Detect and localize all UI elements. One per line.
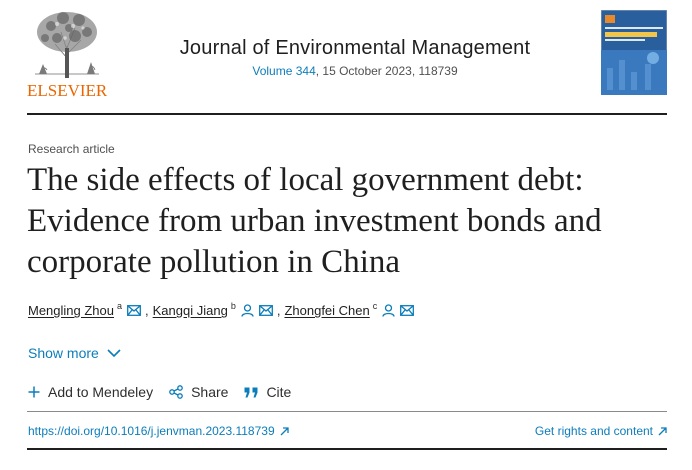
journal-cover-image-icon [601, 10, 667, 95]
journal-title-link[interactable]: Journal of Environmental Management [179, 37, 531, 59]
actions-divider [27, 411, 667, 412]
author-name-2[interactable]: Kangqi Jiang [152, 303, 228, 318]
share-icon [169, 385, 183, 399]
journal-cover-thumbnail[interactable] [601, 10, 667, 95]
person-icon[interactable] [382, 304, 395, 317]
email-icon[interactable] [127, 305, 141, 316]
elsevier-tree-icon [27, 8, 107, 80]
add-to-mendeley-label: Add to Mendeley [48, 384, 154, 400]
plus-icon [28, 386, 40, 398]
email-icon[interactable] [400, 305, 414, 316]
article-type: Research article [28, 142, 115, 156]
get-rights-link[interactable] [535, 424, 667, 438]
author-separator: , [276, 303, 281, 318]
header-divider [27, 113, 667, 115]
author-separator: , [145, 303, 149, 318]
cite-button[interactable] [244, 384, 291, 400]
cite-label: Cite [266, 384, 292, 400]
external-link-arrow-icon [658, 427, 667, 436]
author-list [28, 300, 414, 318]
article-actions [28, 384, 307, 400]
person-icon[interactable] [241, 304, 254, 317]
external-link-arrow-icon [280, 427, 289, 436]
author-affiliation-1[interactable]: a [117, 300, 123, 311]
elsevier-logo[interactable] [27, 8, 107, 100]
share-button[interactable] [169, 384, 228, 400]
show-more-label: Show more [28, 345, 99, 361]
journal-info [110, 37, 600, 78]
email-icon[interactable] [259, 305, 273, 316]
share-label: Share [191, 384, 229, 400]
chevron-down-icon [107, 349, 121, 358]
author-affiliation-3[interactable]: c [372, 300, 378, 311]
doi-text: https://doi.org/10.1016/j.jenvman.2023.118739 [28, 424, 275, 438]
author-name-1[interactable]: Mengling Zhou [28, 303, 114, 318]
author-affiliation-2[interactable]: b [230, 300, 236, 311]
elsevier-wordmark: ELSEVIER [27, 81, 108, 100]
quote-icon [244, 387, 258, 398]
journal-header [0, 0, 692, 112]
author-name-3[interactable]: Zhongfei Chen [284, 303, 370, 318]
add-to-mendeley-button[interactable] [28, 384, 153, 400]
show-more-button[interactable] [28, 345, 121, 361]
footer-divider [27, 448, 667, 450]
journal-issue-line [110, 64, 600, 78]
doi-link[interactable] [28, 424, 289, 438]
volume-link[interactable]: Volume 344 [252, 64, 316, 78]
get-rights-text: Get rights and content [534, 424, 653, 438]
issue-detail: , 15 October 2023, 118739 [315, 64, 458, 78]
article-title: The side effects of local government debt: Evidence from urban investment bonds and corporate pollution in China [27, 162, 602, 280]
